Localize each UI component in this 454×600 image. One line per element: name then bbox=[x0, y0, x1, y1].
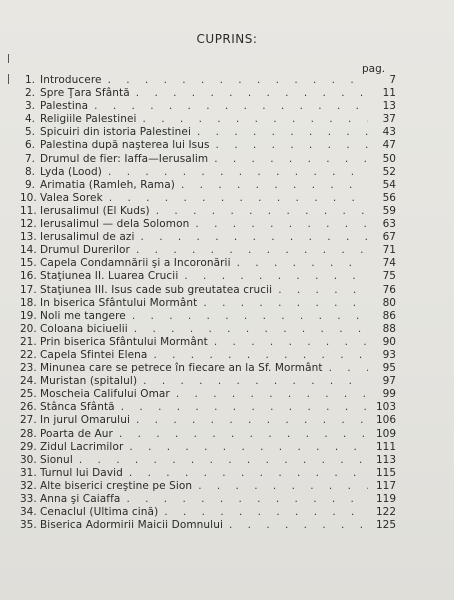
toc-entry-page: 74 bbox=[382, 257, 396, 270]
dot-leader bbox=[158, 506, 368, 519]
dot-leader bbox=[102, 74, 368, 87]
toc-entry-page: 80 bbox=[382, 296, 396, 309]
toc-entry-number: 22. bbox=[20, 348, 37, 361]
toc-entry-title: Zidul Lacrimilor bbox=[40, 440, 124, 453]
toc-entry-title: Cenaclul (Ultima cină) bbox=[40, 506, 159, 519]
toc-entry-number: 31. bbox=[20, 466, 37, 479]
toc-entry bbox=[20, 126, 396, 139]
dot-leader bbox=[272, 284, 368, 297]
dot-leader bbox=[210, 139, 368, 152]
toc-entry bbox=[20, 284, 396, 297]
toc-entry bbox=[20, 506, 396, 519]
toc-entry-page: 50 bbox=[382, 152, 396, 165]
toc-entry-page: 119 bbox=[375, 493, 396, 505]
toc-entry bbox=[20, 519, 396, 532]
toc-entry-number: 10. bbox=[20, 191, 37, 204]
toc-entry-title: Palestina bbox=[40, 100, 89, 113]
dot-leader bbox=[137, 113, 368, 126]
toc-entry-page: 95 bbox=[382, 362, 396, 375]
toc-entry-title: Noli me tangere bbox=[40, 309, 126, 322]
toc-entry-title: Muristan (spitalul) bbox=[40, 375, 138, 388]
dot-leader bbox=[73, 454, 368, 467]
toc-entry bbox=[20, 244, 396, 257]
toc-entry-title: Capela Sfintei Elena bbox=[40, 348, 148, 361]
toc-entry bbox=[20, 414, 396, 427]
toc-entry bbox=[20, 454, 396, 467]
toc-entry-number: 3. bbox=[24, 100, 35, 113]
toc-entry bbox=[20, 297, 396, 310]
toc-entry-page: 54 bbox=[382, 178, 396, 191]
toc-entry bbox=[20, 310, 396, 323]
toc-entry-page: 63 bbox=[382, 218, 396, 231]
toc-entry-title: Ierusalimul de azi bbox=[40, 231, 135, 244]
toc-entry-number: 17. bbox=[20, 283, 37, 296]
dot-leader bbox=[126, 310, 368, 323]
dot-leader bbox=[223, 519, 368, 532]
toc-entry-number: 19. bbox=[20, 309, 37, 322]
page-column-label: pag. bbox=[362, 63, 386, 75]
toc-entry-title: Arimatia (Ramleh, Rama) bbox=[40, 178, 175, 191]
toc-entry-page: 97 bbox=[382, 375, 396, 388]
dot-leader bbox=[197, 297, 368, 310]
toc-entry-page: 76 bbox=[382, 283, 396, 296]
toc-entry-page: 109 bbox=[375, 427, 396, 440]
dot-leader bbox=[137, 375, 368, 388]
toc-entry bbox=[20, 428, 396, 441]
toc-entry bbox=[20, 231, 396, 244]
toc-entry-page: 103 bbox=[375, 401, 396, 414]
toc-entry-page: 125 bbox=[375, 519, 396, 532]
dot-leader bbox=[191, 126, 368, 139]
toc-entry-title: Lyda (Lood) bbox=[40, 165, 103, 178]
toc-entry bbox=[20, 192, 396, 205]
toc-entry-number: 21. bbox=[20, 335, 37, 348]
page-title: CUPRINS: bbox=[196, 32, 258, 46]
toc-entry-title: Religiile Palestinei bbox=[40, 113, 137, 126]
toc-entry-number: 15. bbox=[20, 257, 37, 270]
toc-entry-title: Drumul Durerilor bbox=[40, 244, 130, 257]
toc-entry-page: 56 bbox=[382, 191, 396, 204]
toc-entry-title: Capela Condamnării şi a Incoronării bbox=[40, 257, 231, 270]
toc-entry-page: 37 bbox=[382, 113, 396, 126]
toc-entry-number: 18. bbox=[20, 296, 37, 309]
toc-entry-title: Ierusalimul (El Kuds) bbox=[40, 204, 150, 217]
toc-entry-number: 26. bbox=[20, 401, 37, 414]
toc-entry-page: 93 bbox=[382, 348, 396, 361]
toc-entry-title: Drumul de fier: Iaffa—Ierusalim bbox=[40, 152, 209, 165]
dot-leader bbox=[150, 205, 368, 218]
toc-entry-number: 29. bbox=[20, 440, 37, 453]
toc-entry-number: 34. bbox=[20, 506, 37, 519]
dot-leader bbox=[170, 388, 368, 401]
toc-entry bbox=[20, 388, 396, 401]
toc-entry-title: Palestina după naşterea lui Isus bbox=[40, 139, 210, 152]
toc-entry-page: 115 bbox=[375, 466, 396, 479]
toc-entry-number: 23. bbox=[20, 362, 37, 375]
toc-entry-title: Introducere bbox=[40, 74, 102, 86]
dot-leader bbox=[130, 244, 368, 257]
toc-entry-number: 6. bbox=[24, 139, 35, 152]
toc-entry-number: 30. bbox=[20, 453, 37, 466]
toc-entry-page: 88 bbox=[382, 322, 396, 335]
dot-leader bbox=[115, 401, 368, 414]
dot-leader bbox=[147, 349, 368, 362]
toc-entry-number: 28. bbox=[20, 427, 37, 440]
toc-entry-page: 52 bbox=[382, 165, 396, 178]
toc-entry bbox=[20, 349, 396, 362]
toc-entry bbox=[20, 480, 396, 493]
toc-entry bbox=[20, 362, 396, 375]
toc-entry bbox=[20, 179, 396, 192]
toc-entry-page: 7 bbox=[389, 74, 396, 86]
toc-entry-title: Spicuiri din istoria Palestinei bbox=[40, 126, 191, 139]
toc-entry-title: Poarta de Aur bbox=[40, 427, 113, 440]
toc-entry bbox=[20, 270, 396, 283]
toc-entry bbox=[20, 401, 396, 414]
toc-entry bbox=[20, 467, 396, 480]
toc-entry-number: 11. bbox=[20, 204, 37, 217]
toc-entry-number: 7. bbox=[24, 152, 35, 165]
dot-leader bbox=[113, 428, 368, 441]
margin-mark bbox=[8, 74, 9, 84]
toc-entry-number: 14. bbox=[20, 244, 37, 257]
toc-entry bbox=[20, 205, 396, 218]
toc-entry-number: 9. bbox=[24, 178, 35, 191]
toc-entry bbox=[20, 139, 396, 152]
dot-leader bbox=[231, 257, 368, 270]
toc-entry-number: 20. bbox=[20, 322, 37, 335]
toc-entry-number: 33. bbox=[20, 493, 37, 505]
toc-entry bbox=[20, 153, 396, 166]
toc-entry-number: 13. bbox=[20, 231, 37, 244]
toc-entry bbox=[20, 375, 396, 388]
toc-entry-number: 32. bbox=[20, 479, 37, 492]
toc-entry-number: 4. bbox=[24, 113, 35, 126]
toc-entry-page: 59 bbox=[382, 204, 396, 217]
toc-entry-page: 47 bbox=[382, 139, 396, 152]
toc-entry-title: Coloana biciuelii bbox=[40, 322, 128, 335]
dot-leader bbox=[135, 231, 368, 244]
toc-entry-number: 8. bbox=[24, 165, 35, 178]
toc-entry bbox=[20, 100, 396, 113]
toc-entry-number: 5. bbox=[24, 126, 35, 139]
toc-entry-page: 11 bbox=[382, 87, 396, 100]
toc-entry-number: 25. bbox=[20, 388, 37, 401]
dot-leader bbox=[123, 467, 368, 480]
toc-entry-title: Valea Sorek bbox=[40, 191, 103, 204]
toc-entry-number: 27. bbox=[20, 414, 37, 427]
toc-entry-title: Alte biserici creştine pe Sion bbox=[40, 479, 193, 492]
dot-leader bbox=[208, 336, 368, 349]
toc-entry bbox=[20, 257, 396, 270]
toc-entry-page: 113 bbox=[375, 453, 396, 466]
table-of-contents bbox=[20, 74, 396, 532]
toc-entry-title: Anna şi Caiaffa bbox=[40, 493, 121, 505]
toc-entry-page: 117 bbox=[375, 479, 396, 492]
toc-entry-page: 13 bbox=[382, 100, 396, 113]
dot-leader bbox=[323, 362, 368, 375]
toc-entry bbox=[20, 441, 396, 454]
dot-leader bbox=[178, 270, 368, 283]
toc-entry bbox=[20, 74, 396, 87]
toc-entry-number: 24. bbox=[20, 375, 37, 388]
toc-entry-title: Moscheia Califului Omar bbox=[40, 388, 170, 401]
toc-entry-page: 99 bbox=[382, 388, 396, 401]
toc-entry-number: 12. bbox=[20, 218, 37, 231]
toc-entry-page: 86 bbox=[382, 309, 396, 322]
toc-entry-title: Minunea care se petrece în fiecare an la Sf. Mormânt bbox=[40, 362, 323, 375]
dot-leader bbox=[103, 192, 368, 205]
dot-leader bbox=[128, 323, 368, 336]
toc-entry-page: 43 bbox=[382, 126, 396, 139]
toc-entry-page: 122 bbox=[375, 506, 396, 519]
toc-entry-page: 106 bbox=[375, 414, 396, 427]
dot-leader bbox=[102, 166, 368, 179]
toc-entry-number: 35. bbox=[20, 519, 37, 532]
toc-entry-title: Biserica Adormirii Maicii Domnului bbox=[40, 519, 223, 532]
dot-leader bbox=[192, 480, 368, 493]
dot-leader bbox=[130, 414, 368, 427]
toc-entry bbox=[20, 113, 396, 126]
toc-entry-title: Sionul bbox=[40, 453, 73, 466]
toc-entry-title: Ierusalimul — dela Solomon bbox=[40, 218, 190, 231]
toc-entry-page: 71 bbox=[382, 244, 396, 257]
toc-entry-title: In biserica Sfântului Mormânt bbox=[40, 296, 198, 309]
toc-entry bbox=[20, 336, 396, 349]
toc-entry-page: 75 bbox=[382, 270, 396, 283]
dot-leader bbox=[175, 179, 368, 192]
toc-entry-page: 111 bbox=[375, 440, 396, 453]
dot-leader bbox=[130, 87, 368, 100]
dot-leader bbox=[123, 441, 368, 454]
toc-entry-number: 1. bbox=[24, 74, 35, 86]
toc-entry-title: Prin biserica Sfântului Mormânt bbox=[40, 335, 208, 348]
dot-leader bbox=[189, 218, 368, 231]
toc-entry-title: Stânca Sfântă bbox=[40, 401, 115, 414]
toc-entry-title: Staţiunea III. Isus cade sub greutatea crucii bbox=[40, 283, 273, 296]
toc-entry bbox=[20, 323, 396, 336]
dot-leader bbox=[120, 493, 368, 506]
toc-entry-page: 90 bbox=[382, 335, 396, 348]
toc-entry-page: 67 bbox=[382, 231, 396, 244]
margin-mark bbox=[8, 54, 9, 63]
toc-entry-title: In jurul Omarului bbox=[40, 414, 130, 427]
toc-entry bbox=[20, 218, 396, 231]
toc-entry-number: 2. bbox=[24, 87, 35, 100]
toc-entry bbox=[20, 166, 396, 179]
toc-entry bbox=[20, 87, 396, 100]
toc-entry bbox=[20, 493, 396, 506]
dot-leader bbox=[88, 100, 368, 113]
toc-entry-number: 16. bbox=[20, 270, 37, 283]
dot-leader bbox=[208, 153, 368, 166]
toc-entry-title: Spre Ţara Sfântă bbox=[40, 87, 130, 100]
toc-entry-title: Staţiunea II. Luarea Crucii bbox=[40, 270, 179, 283]
toc-entry-title: Turnul lui David bbox=[40, 466, 123, 479]
